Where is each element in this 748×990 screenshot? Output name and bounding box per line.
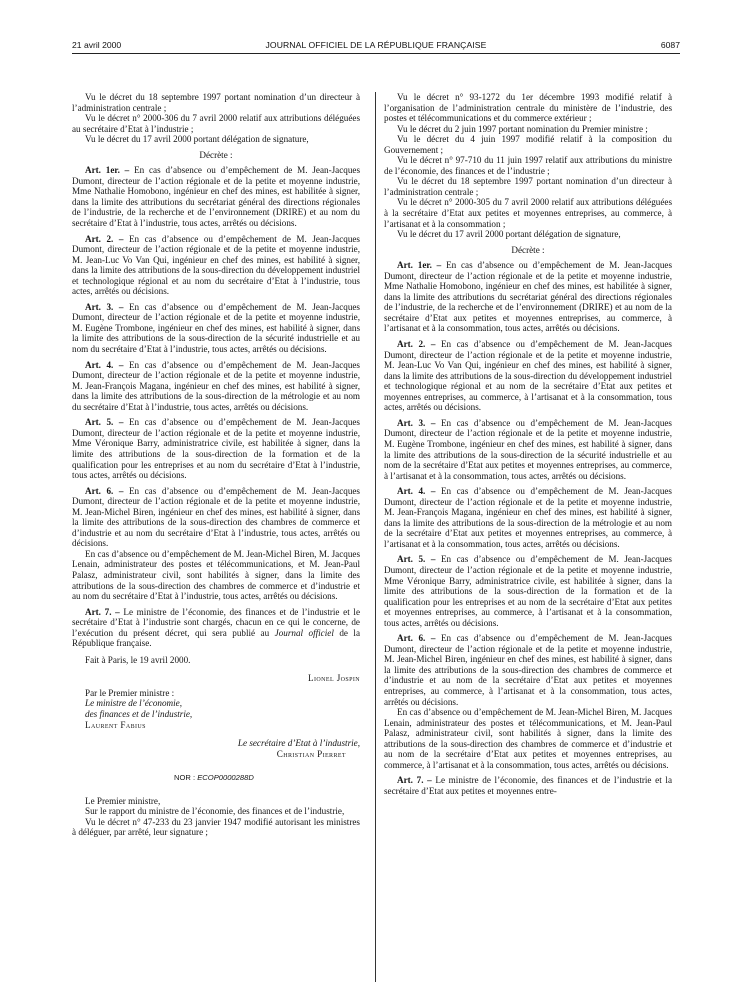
header-title: JOURNAL OFFICIEL DE LA RÉPUBLIQUE FRANÇAISE <box>265 40 487 50</box>
article-3 <box>72 302 360 355</box>
secretary-title: Le secrétaire d’Etat à l’industrie, <box>237 738 360 749</box>
nor-code: ECOP0000288D <box>197 773 254 783</box>
article-4 <box>72 360 360 413</box>
article-text: Le ministre de l’économie, des finances et de l’industrie et le secrétaire d’Etat à l’industrie sont chargés, chacun en ce qui le concerne, de l’exécution du présent décret, qui sera publié au <box>72 606 360 638</box>
article-5 <box>384 554 672 628</box>
visa-paragraph: Vu le décret du 17 avril 2000 portant délégation de signature, <box>85 134 309 145</box>
article-6 <box>384 633 672 707</box>
journal-officiel-ref: Journal officiel <box>274 627 334 638</box>
par-le-premier-ministre: Par le Premier ministre : <box>85 687 175 698</box>
article-label: Art. 2. – <box>397 339 436 350</box>
article-label: Art. 4. – <box>85 359 124 370</box>
right-column <box>384 92 672 796</box>
column-divider <box>375 92 376 982</box>
visa-paragraph: Vu le décret n° 97-710 du 11 juin 1997 relatif aux attributions du ministre de l’économie, des finances et de l’industrie ; <box>384 155 672 176</box>
visa-paragraph: Vu le décret du 18 septembre 1997 portant nomination d’un directeur à l’administration centrale ; <box>72 92 360 113</box>
visa-paragraph: Vu le décret du 18 septembre 1997 portant nomination d’un directeur à l’administration centrale ; <box>384 176 672 197</box>
article-text: Le ministre de l’économie, des finances et de l’industrie et la secrétaire d’Etat aux petites et moyennes entre- <box>384 775 672 796</box>
article-3 <box>384 418 672 481</box>
article-text: En cas d’absence ou d’empêchement de M. Jean-Jacques Dumont, directeur de l’action régionale et de la petite et moyenne industrie, M. Jean-Michel Biren, ingénieur en chef des mines, est habilité à signer, dans la limite des attributions de la sous-direction des chambres de commerce et d’industrie et au nom du secrétaire d’Etat à l’industrie, tous actes, arrêtés ou décisions. <box>72 485 360 549</box>
minister-name: Laurent Fabius <box>85 719 146 730</box>
article-text: En cas d’absence ou d’empêchement de M. Jean-Jacques Dumont, directeur de l’action régionale et de la petite et moyenne industrie, M. Eugène Trombone, ingénieur en chef des mines, est habilité à signer, dans la limite des attributions de la sous-direction de la sécurité industrielle et au nom de la secrétaire d’Etat aux petites et moyennes entreprises, au commerce, à l’artisanat et à la consommation, tous actes, arrêtés ou décisions. <box>384 417 672 481</box>
article-label: Art. 5. – <box>397 554 436 565</box>
article-2 <box>72 234 360 297</box>
bottom-paragraph: Le Premier ministre, <box>85 795 161 806</box>
bottom-paragraph: Sur le rapport du ministre de l’économie, des finances et de l’industrie, <box>85 806 345 817</box>
article-4 <box>384 486 672 549</box>
visa-paragraph: Vu le décret n° 2000-306 du 7 avril 2000 relatif aux attributions déléguées au secrétaire d’Etat à l’industrie ; <box>72 113 360 134</box>
article-1 <box>384 260 672 334</box>
article-text: En cas d’absence ou d’empêchement de M. Jean-Jacques Dumont, directeur de l’action régionale et de la petite et moyenne industrie, M. Jean-François Magana, ingénieur en chef des mines, est habilité à signer, dans la limite des attributions de la sous-direction de la métrologie et au nom du secrétaire d’Etat à l’industrie, tous actes, arrêtés ou décisions. <box>72 359 360 412</box>
article-text: de la République française. <box>72 627 361 649</box>
article-text: En cas d’absence ou d’empêchement de M. Jean-Jacques Dumont, directeur de l’action régionale et de la petite et moyenne industrie, Mme Véronique Barry, administratrice civile, est habilitée à signer, dans la limite des attributions de la sous-direction de la formation et de la qualification pour les entreprises et au nom de la secrétaire d’Etat aux petites et moyennes entreprises, au commerce, à l’artisanat et à la consommation, tous actes, arrêtés ou décisions. <box>384 554 672 628</box>
article-label: Art. 2. – <box>85 233 124 244</box>
article-text: En cas d’absence ou d’empêchement de M. Jean-Jacques Dumont, directeur de l’action régionale et de la petite et moyenne industrie, M. Jean-Michel Biren, ingénieur en chef des mines, est habilité à signer, dans la limite des attributions de la sous-direction des chambres de commerce et d’industrie et au nom de la secrétaire d’Etat aux petites et moyennes entreprises, au commerce, à l’artisanat et à la consommation, tous actes, arrêtés ou décisions. <box>384 633 672 707</box>
article-text: En cas d’absence ou d’empêchement de M. Jean-Jacques Dumont, directeur de l’action régionale et de la petite et moyenne industrie, Mme Véronique Barry, administratrice civile, est habilitée à signer, dans la limite des attributions de la sous-direction de la formation et de la qualification pour les entreprises et au nom du secrétaire d’Etat à l’industrie, tous actes, arrêtés ou décisions. <box>72 417 360 481</box>
bottom-paragraph: Vu le décret n° 47-233 du 23 janvier 1947 modifié autorisant les ministres à déléguer, par arrêté, leur signature ; <box>72 816 360 838</box>
article-5 <box>72 417 360 480</box>
article-1 <box>72 165 360 228</box>
decrete-heading: Décrète : <box>511 244 545 255</box>
article-text: En cas d’absence ou d’empêchement de M. Jean-Jacques Dumont, directeur de l’action régionale et de la petite et moyenne industrie, M. Jean-François Magana, ingénieur en chef des mines, est habilité à signer, dans la limite des attributions de la sous-direction de la métrologie et au nom de la secrétaire d’Etat aux petites et moyennes entreprises, au commerce, à l’artisanat et à la consommation, tous actes, arrêtés ou décisions. <box>384 486 672 549</box>
article-6 <box>72 486 360 549</box>
article-label: Art. 6. – <box>397 633 436 644</box>
article-2 <box>384 339 672 413</box>
article-label: Art. 3. – <box>85 301 124 312</box>
visa-paragraph: Vu le décret du 4 juin 1997 modifié relatif à la composition du Gouvernement ; <box>384 134 672 155</box>
visa-paragraph: Vu le décret du 2 juin 1997 portant nomination du Premier ministre ; <box>397 123 648 134</box>
article-label: Art. 4. – <box>397 486 436 497</box>
header-date: 21 avril 2000 <box>72 40 122 50</box>
article-text: En cas d’absence ou d’empêchement de M. Jean-Jacques Dumont, directeur de l’action régionale et de la petite et moyenne industrie, M. Jean-Luc Vo Van Qui, ingénieur en chef des mines, est habilité à signer, dans la limite des attributions de la sous-direction du développement industriel et technologique régional et au nom du secrétaire d’Etat à l’industrie, tous actes, arrêtés ou décisions. <box>72 233 360 297</box>
article-label: Art. 3. – <box>397 417 436 428</box>
article-label: Art. 5. – <box>85 417 124 428</box>
nor-reference <box>72 773 360 784</box>
secretary-name: Christian Pierret <box>276 748 346 759</box>
article-text: En cas d’absence ou d’empêchement de M. Jean-Jacques Dumont, directeur de l’action régionale et de la petite et moyenne industrie, Mme Nathalie Homobono, ingénieur en chef des mines, est habilitée à signer, dans la limite des attributions du secrétariat général des directions régionales de l’industrie, de la recherche et de l’environnement (DRIRE) et au nom du secrétaire d’Etat à l’industrie, tous actes, arrêtés ou décisions. <box>72 165 360 229</box>
page-header <box>72 40 680 54</box>
decrete-heading: Décrète : <box>199 149 233 160</box>
article-label: Art. 7. – <box>397 775 432 786</box>
article-label: Art. 7. – <box>85 606 120 617</box>
fait-a-paris: Fait à Paris, le 19 avril 2000. <box>85 654 191 665</box>
article-label: Art. 6. – <box>85 485 124 496</box>
countersignature-minister <box>72 688 360 730</box>
countersignature-secretary <box>72 738 360 759</box>
article-label: Art. 1er. – <box>85 165 130 176</box>
left-column <box>72 92 360 838</box>
article-6-continuation: En cas d’absence ou d’empêchement de M. Jean-Michel Biren, M. Jacques Lenain, administrateur des postes et télécommunications, et M. Jean-Paul Palasz, administrateur civil, sont habilités à signer, dans la limite des attributions de la sous-direction des chambres de commerce et d’industrie et au nom de la secrétaire d’Etat aux petites et moyennes entreprises, au commerce, à l’artisanat et à la consommation, tous actes, arrêtés ou décisions. <box>384 707 672 770</box>
nor-label: NOR : <box>174 773 196 783</box>
minister-title: Le ministre de l’économie, <box>85 698 182 709</box>
article-text: En cas d’absence ou d’empêchement de M. Jean-Jacques Dumont, directeur de l’action régionale et de la petite et moyenne industrie, Mme Nathalie Homobono, ingénieur en chef des mines, est habilitée à signer, dans la limite des attributions du secrétariat général des directions régionales de l’industrie, de la recherche et de l’environnement (DRIRE) et au nom de la secrétaire d’Etat aux petites et moyennes entreprises, au commerce, à l’artisanat et à la consommation, tous actes, arrêtés ou décisions. <box>384 260 672 334</box>
visa-paragraph: Vu le décret n° 93-1272 du 1er décembre 1993 modifié relatif à l’organisation de l’administration centrale du ministère de l’industrie, des postes et télécommunications et du commerce extérieur ; <box>384 92 672 124</box>
article-7 <box>72 607 360 649</box>
minister-title: des finances et de l’industrie, <box>85 708 193 719</box>
visa-paragraph: Vu le décret du 17 avril 2000 portant délégation de signature, <box>397 229 621 240</box>
header-page-number: 6087 <box>660 40 680 50</box>
article-text: En cas d’absence ou d’empêchement de M. Jean-Jacques Dumont, directeur de l’action régionale et de la petite et moyenne industrie, M. Eugène Trombone, ingénieur en chef des mines, est habilité à signer, dans la limite des attributions de la sous-direction de la sécurité industrielle et au nom du secrétaire d’Etat à l’industrie, tous actes, arrêtés ou décisions. <box>72 301 360 355</box>
article-7 <box>384 775 672 796</box>
article-text: En cas d’absence ou d’empêchement de M. Jean-Jacques Dumont, directeur de l’action régionale et de la petite et moyenne industrie, M. Jean-Luc Vo Van Qui, ingénieur en chef des mines, est habilité à signer, dans la limite des attributions de la sous-direction du développement industriel et technologique régional et au nom de la secrétaire d’Etat aux petites et moyennes entreprises, au commerce, à l’artisanat et à la consommation, tous actes, arrêtés ou décisions. <box>384 339 672 413</box>
visa-paragraph: Vu le décret n° 2000-305 du 7 avril 2000 relatif aux attributions déléguées à la secrétaire d’Etat aux petites et moyennes entreprises, au commerce, à l’artisanat et à la consommation ; <box>384 197 672 229</box>
article-6-continuation: En cas d’absence ou d’empêchement de M. Jean-Michel Biren, M. Jacques Lenain, administrateur des postes et télécommunications, et M. Jean-Paul Palasz, administrateur civil, sont habilités à signer, dans la limite des attributions de la sous-direction des chambres de commerce et d’industrie et au nom du secrétaire d’Etat à l’industrie, tous actes, arrêtés ou décisions. <box>72 548 360 602</box>
signatory-name: Lionel Jospin <box>308 673 360 684</box>
article-label: Art. 1er. – <box>397 260 442 271</box>
